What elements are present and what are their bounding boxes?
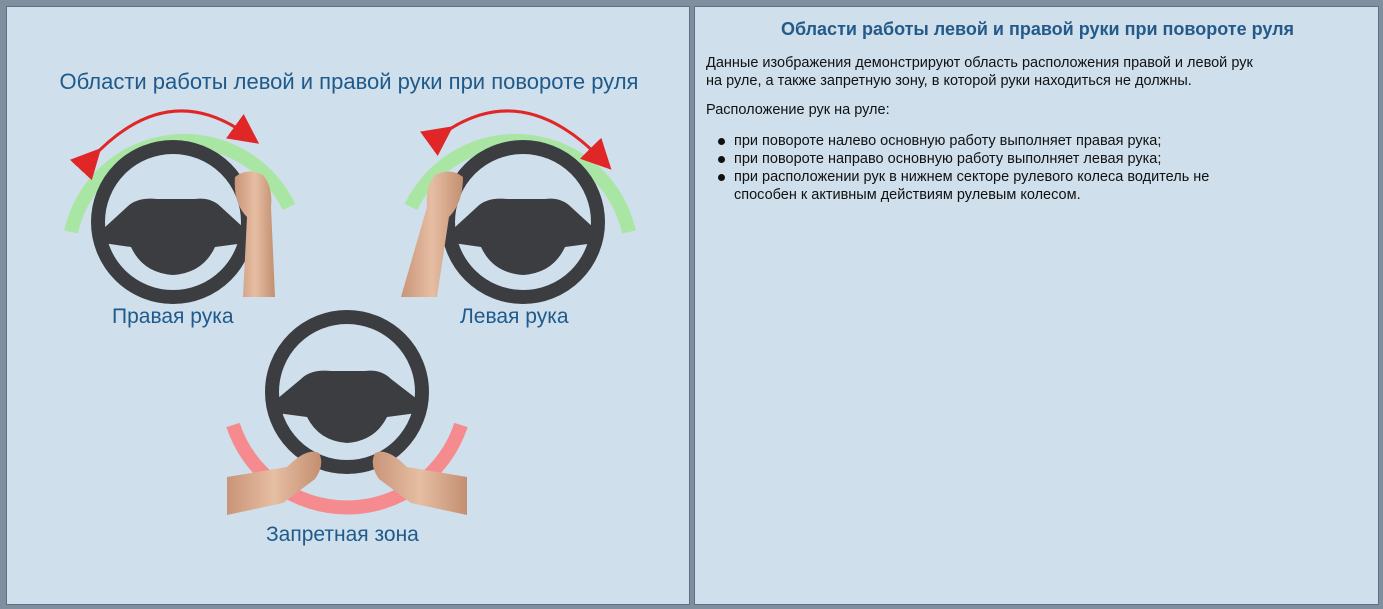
wheel-forbidden-zone <box>227 317 467 515</box>
list-item <box>706 132 1366 150</box>
bullet-icon <box>718 156 725 163</box>
list-item-text: способен к активным действиям рулевым колесом. <box>734 187 1081 203</box>
steering-wheels-illustration <box>7 7 691 606</box>
caption-right-hand: Правая рука <box>112 305 234 328</box>
illustration-panel <box>6 6 690 605</box>
info-paragraph-1 <box>706 54 1366 90</box>
list-item-text: при повороте направо основную работу выполняет левая рука; <box>734 151 1162 167</box>
hand-position-list <box>706 132 1366 204</box>
caption-forbidden-zone: Запретная зона <box>266 523 419 546</box>
list-item <box>706 168 1366 204</box>
list-item-text: при расположении рук в нижнем секторе рулевого колеса водитель не <box>734 169 1210 185</box>
paragraph-line: Данные изображения демонстрируют область расположения правой и левой рук <box>706 55 1253 71</box>
wheel-right-hand <box>71 111 289 297</box>
paragraph-line: на руле, а также запретную зону, в которой руки находиться не должны. <box>706 73 1192 89</box>
wheel-hub <box>453 199 595 275</box>
wheel-left-hand <box>401 111 629 297</box>
illustration-title: Области работы левой и правой руки при повороте руля <box>59 69 639 94</box>
list-item <box>706 150 1366 168</box>
info-paragraph-2: Расположение рук на руле: <box>706 102 890 118</box>
bullet-icon <box>718 138 725 145</box>
wheel-hub <box>103 199 245 275</box>
caption-left-hand: Левая рука <box>460 305 569 328</box>
list-item-text: при повороте налево основную работу выполняет правая рука; <box>734 133 1162 149</box>
wheel-hub <box>277 371 417 443</box>
info-panel <box>694 6 1379 605</box>
bullet-icon <box>718 174 725 181</box>
info-heading: Области работы левой и правой руки при повороте руля <box>780 19 1295 39</box>
